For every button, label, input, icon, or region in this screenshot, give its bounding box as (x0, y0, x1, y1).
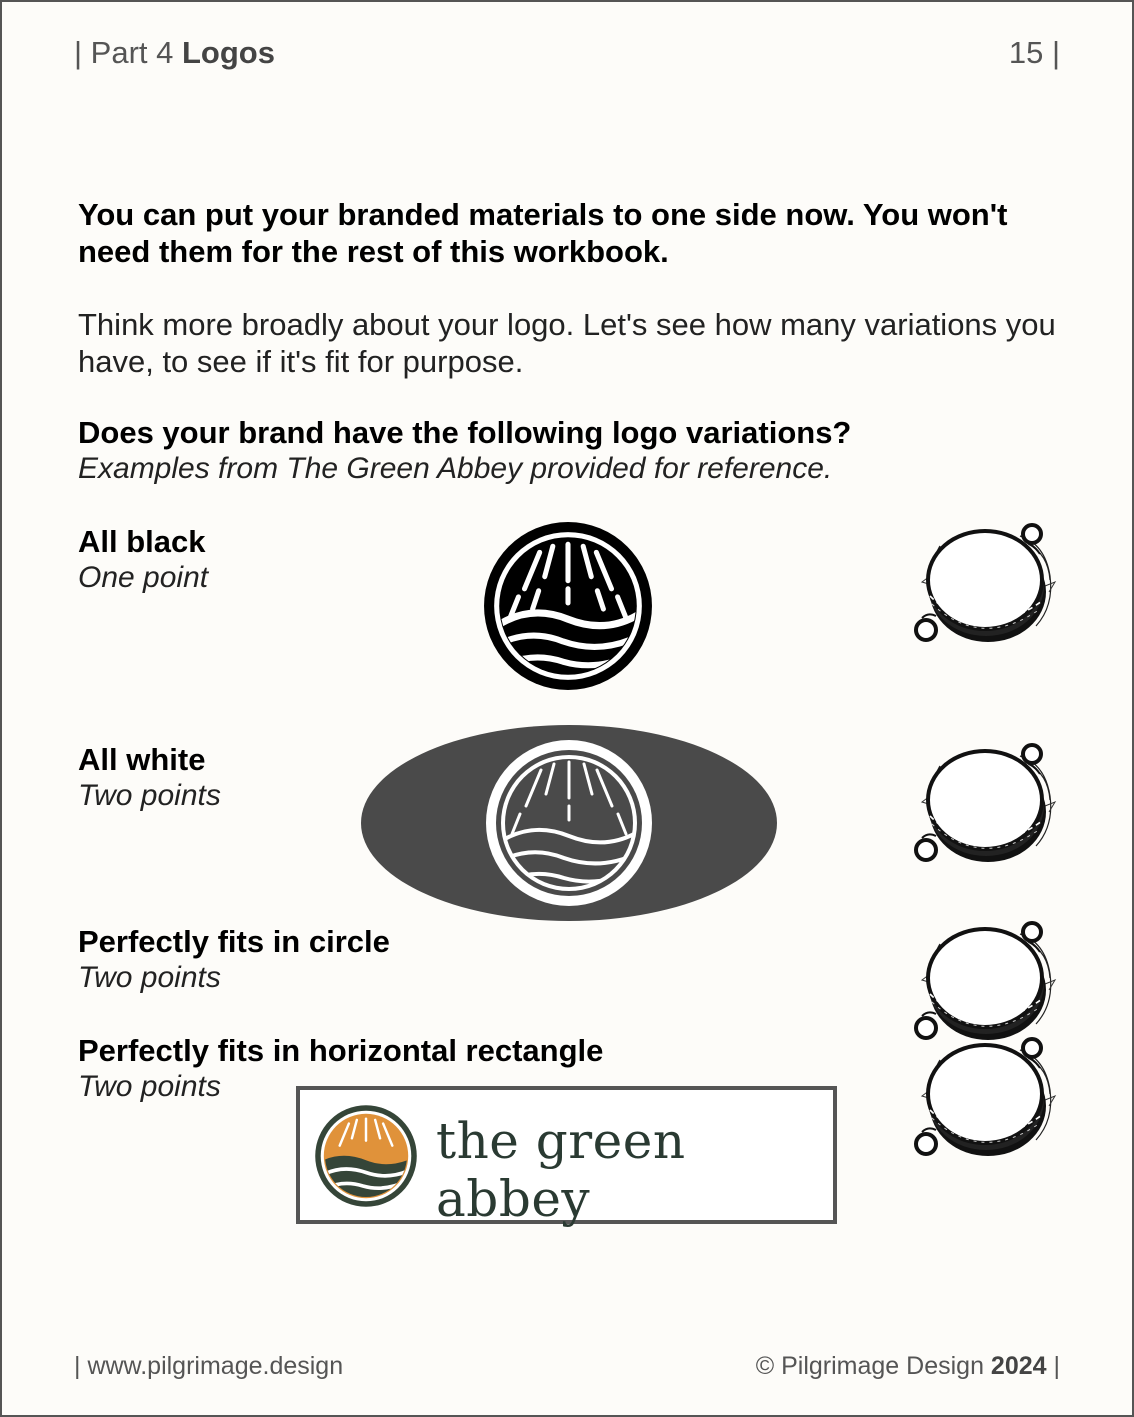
item-title: All black (78, 524, 206, 559)
tambourine-icon (910, 914, 1060, 1044)
section-title: Logos (182, 35, 275, 70)
item-all-white (78, 742, 221, 814)
abbey-logo-white-on-dark (360, 724, 778, 922)
tambourine-icon (910, 736, 1060, 866)
copyright-text: © Pilgrimage Design (755, 1352, 991, 1380)
horizontal-logo (296, 1086, 837, 1228)
item-points: One point (78, 561, 209, 594)
abbey-logo-icon (482, 520, 654, 692)
page-number: 15 | (1008, 35, 1060, 70)
footer-website[interactable]: | www.pilgrimage.design (74, 1352, 344, 1380)
item-points: Two points (78, 961, 221, 994)
lead-text: You can put your branded materials to one side now. You won't need them for the rest of this workbook. (78, 197, 1008, 269)
item-points: Two points (78, 779, 221, 812)
intro-text: Think more broadly about your logo. Let's see how many variations you have, to see if it's fit for purpose. (78, 307, 1056, 379)
copyright-year: 2024 (990, 1352, 1047, 1380)
item-title: Perfectly fits in circle (78, 924, 390, 959)
question-note: Examples from The Green Abbey provided for reference. (78, 452, 833, 485)
copyright-end: | (1046, 1352, 1060, 1380)
item-title: Perfectly fits in horizontal rectangle (78, 1033, 604, 1068)
footer-copyright (756, 1352, 1060, 1381)
item-title: All white (78, 742, 206, 777)
section-header (74, 35, 275, 71)
tambourine-icon (910, 516, 1060, 646)
abbey-color-logo-icon (314, 1104, 418, 1208)
brand-wordmark: the green abbey (436, 1112, 686, 1228)
section-prefix: | Part 4 (74, 35, 182, 70)
tambourine-icon (910, 1030, 1060, 1160)
item-points: Two points (78, 1070, 221, 1103)
question-block (78, 415, 1068, 487)
item-all-black (78, 524, 208, 596)
item-fits-circle (78, 924, 390, 996)
question-heading: Does your brand have the following logo variations? (78, 415, 852, 450)
